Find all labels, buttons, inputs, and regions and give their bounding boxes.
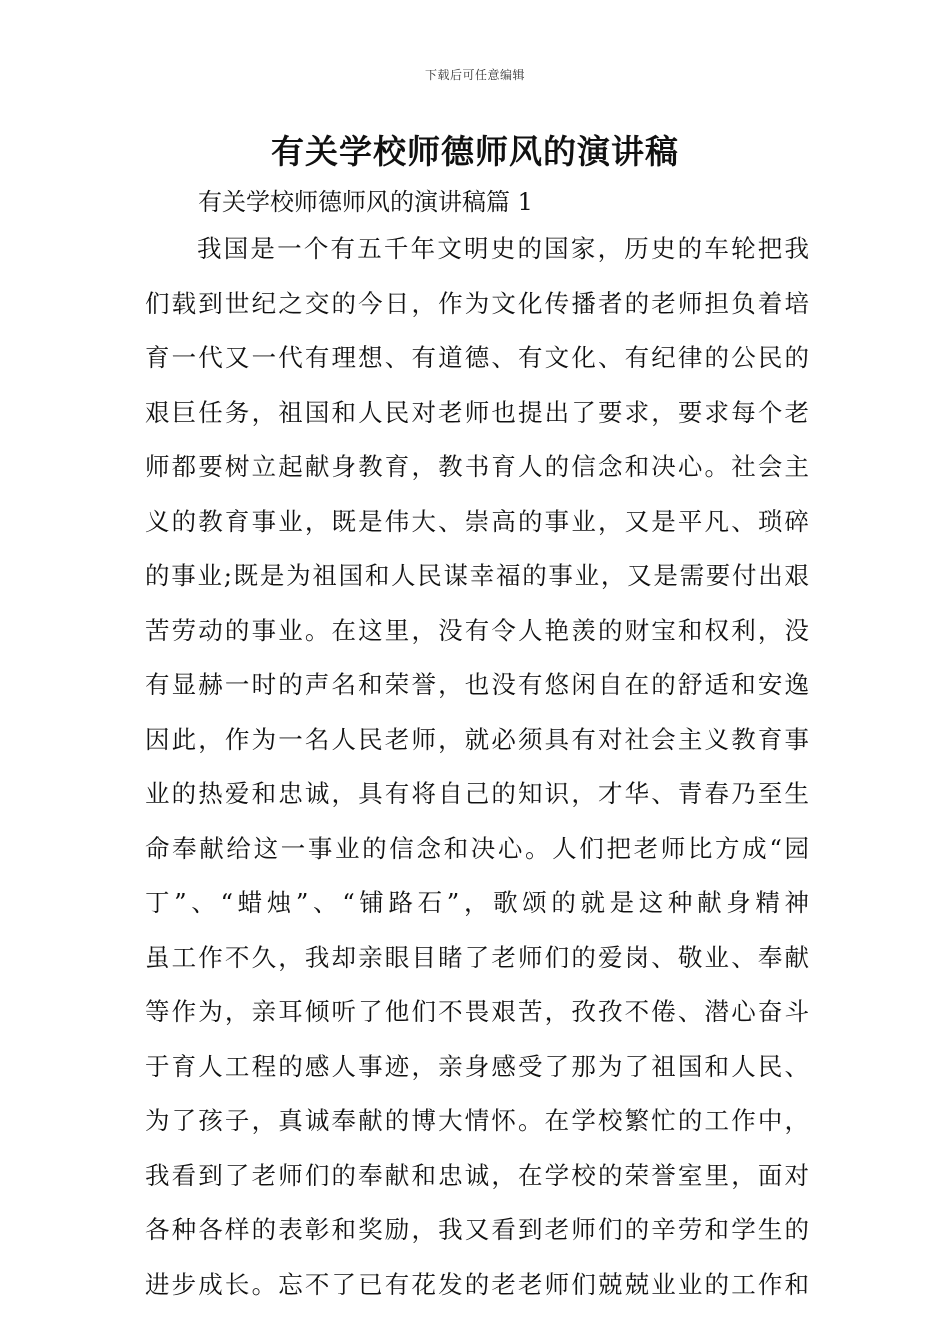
paragraph-line: 苦劳动的事业。在这里，没有令人艳羡的财宝和权利，没 xyxy=(145,615,809,645)
document-title: 有关学校师德师风的演讲稿 xyxy=(271,132,679,171)
paragraph-line: 命奉献给这一事业的信念和决心。人们把老师比方成“园 xyxy=(145,833,809,863)
paragraph-line: 义的教育事业，既是伟大、崇高的事业，又是平凡、琐碎 xyxy=(145,506,809,536)
paragraph-line: 于育人工程的感人事迹，亲身感受了那为了祖国和人民、 xyxy=(145,1051,809,1081)
paragraph-line: 艰巨任务，祖国和人民对老师也提出了要求，要求每个老 xyxy=(145,397,809,427)
section-subtitle: 有关学校师德师风的演讲稿篇 1 xyxy=(198,188,533,216)
paragraph-line: 的事业;既是为祖国和人民谋幸福的事业，又是需要付出艰 xyxy=(145,561,809,590)
paragraph-line: 我国是一个有五千年文明史的国家，历史的车轮把我 xyxy=(197,234,809,263)
paragraph-line: 进步成长。忘不了已有花发的老老师们兢兢业业的工作和 xyxy=(145,1269,809,1299)
paragraph-line: 育一代又一代有理想、有道德、有文化、有纪律的公民的 xyxy=(145,343,809,372)
paragraph-line: 丁”、“蜡烛”、“铺路石”，歌颂的就是这种献身精神 xyxy=(145,888,809,917)
body-text xyxy=(145,222,809,1312)
paragraph-line: 有显赫一时的声名和荣誉，也没有悠闲自在的舒适和安逸 xyxy=(145,670,809,699)
paragraph-line: 们载到世纪之交的今日，作为文化传播者的老师担负着培 xyxy=(145,288,809,318)
paragraph-line: 因此，作为一名人民老师，就必须具有对社会主义教育事 xyxy=(145,724,809,754)
paragraph-line: 业的热爱和忠诚，具有将自己的知识，才华、青春乃至生 xyxy=(145,779,809,808)
paragraph-line: 虽工作不久，我却亲眼目睹了老师们的爱岗、敬业、奉献 xyxy=(145,942,809,972)
paragraph-line: 等作为，亲耳倾听了他们不畏艰苦，孜孜不倦、潜心奋斗 xyxy=(145,997,809,1026)
paragraph-line: 为了孩子，真诚奉献的博大情怀。在学校繁忙的工作中， xyxy=(145,1106,809,1135)
paragraph-line: 各种各样的表彰和奖励，我又看到老师们的辛劳和学生的 xyxy=(145,1215,809,1244)
header-note: 下载后可任意编辑 xyxy=(424,68,525,82)
paragraph-line: 师都要树立起献身教育，教书育人的信念和决心。社会主 xyxy=(145,452,809,481)
paragraph-line: 我看到了老师们的奉献和忠诚，在学校的荣誉室里，面对 xyxy=(145,1160,809,1190)
